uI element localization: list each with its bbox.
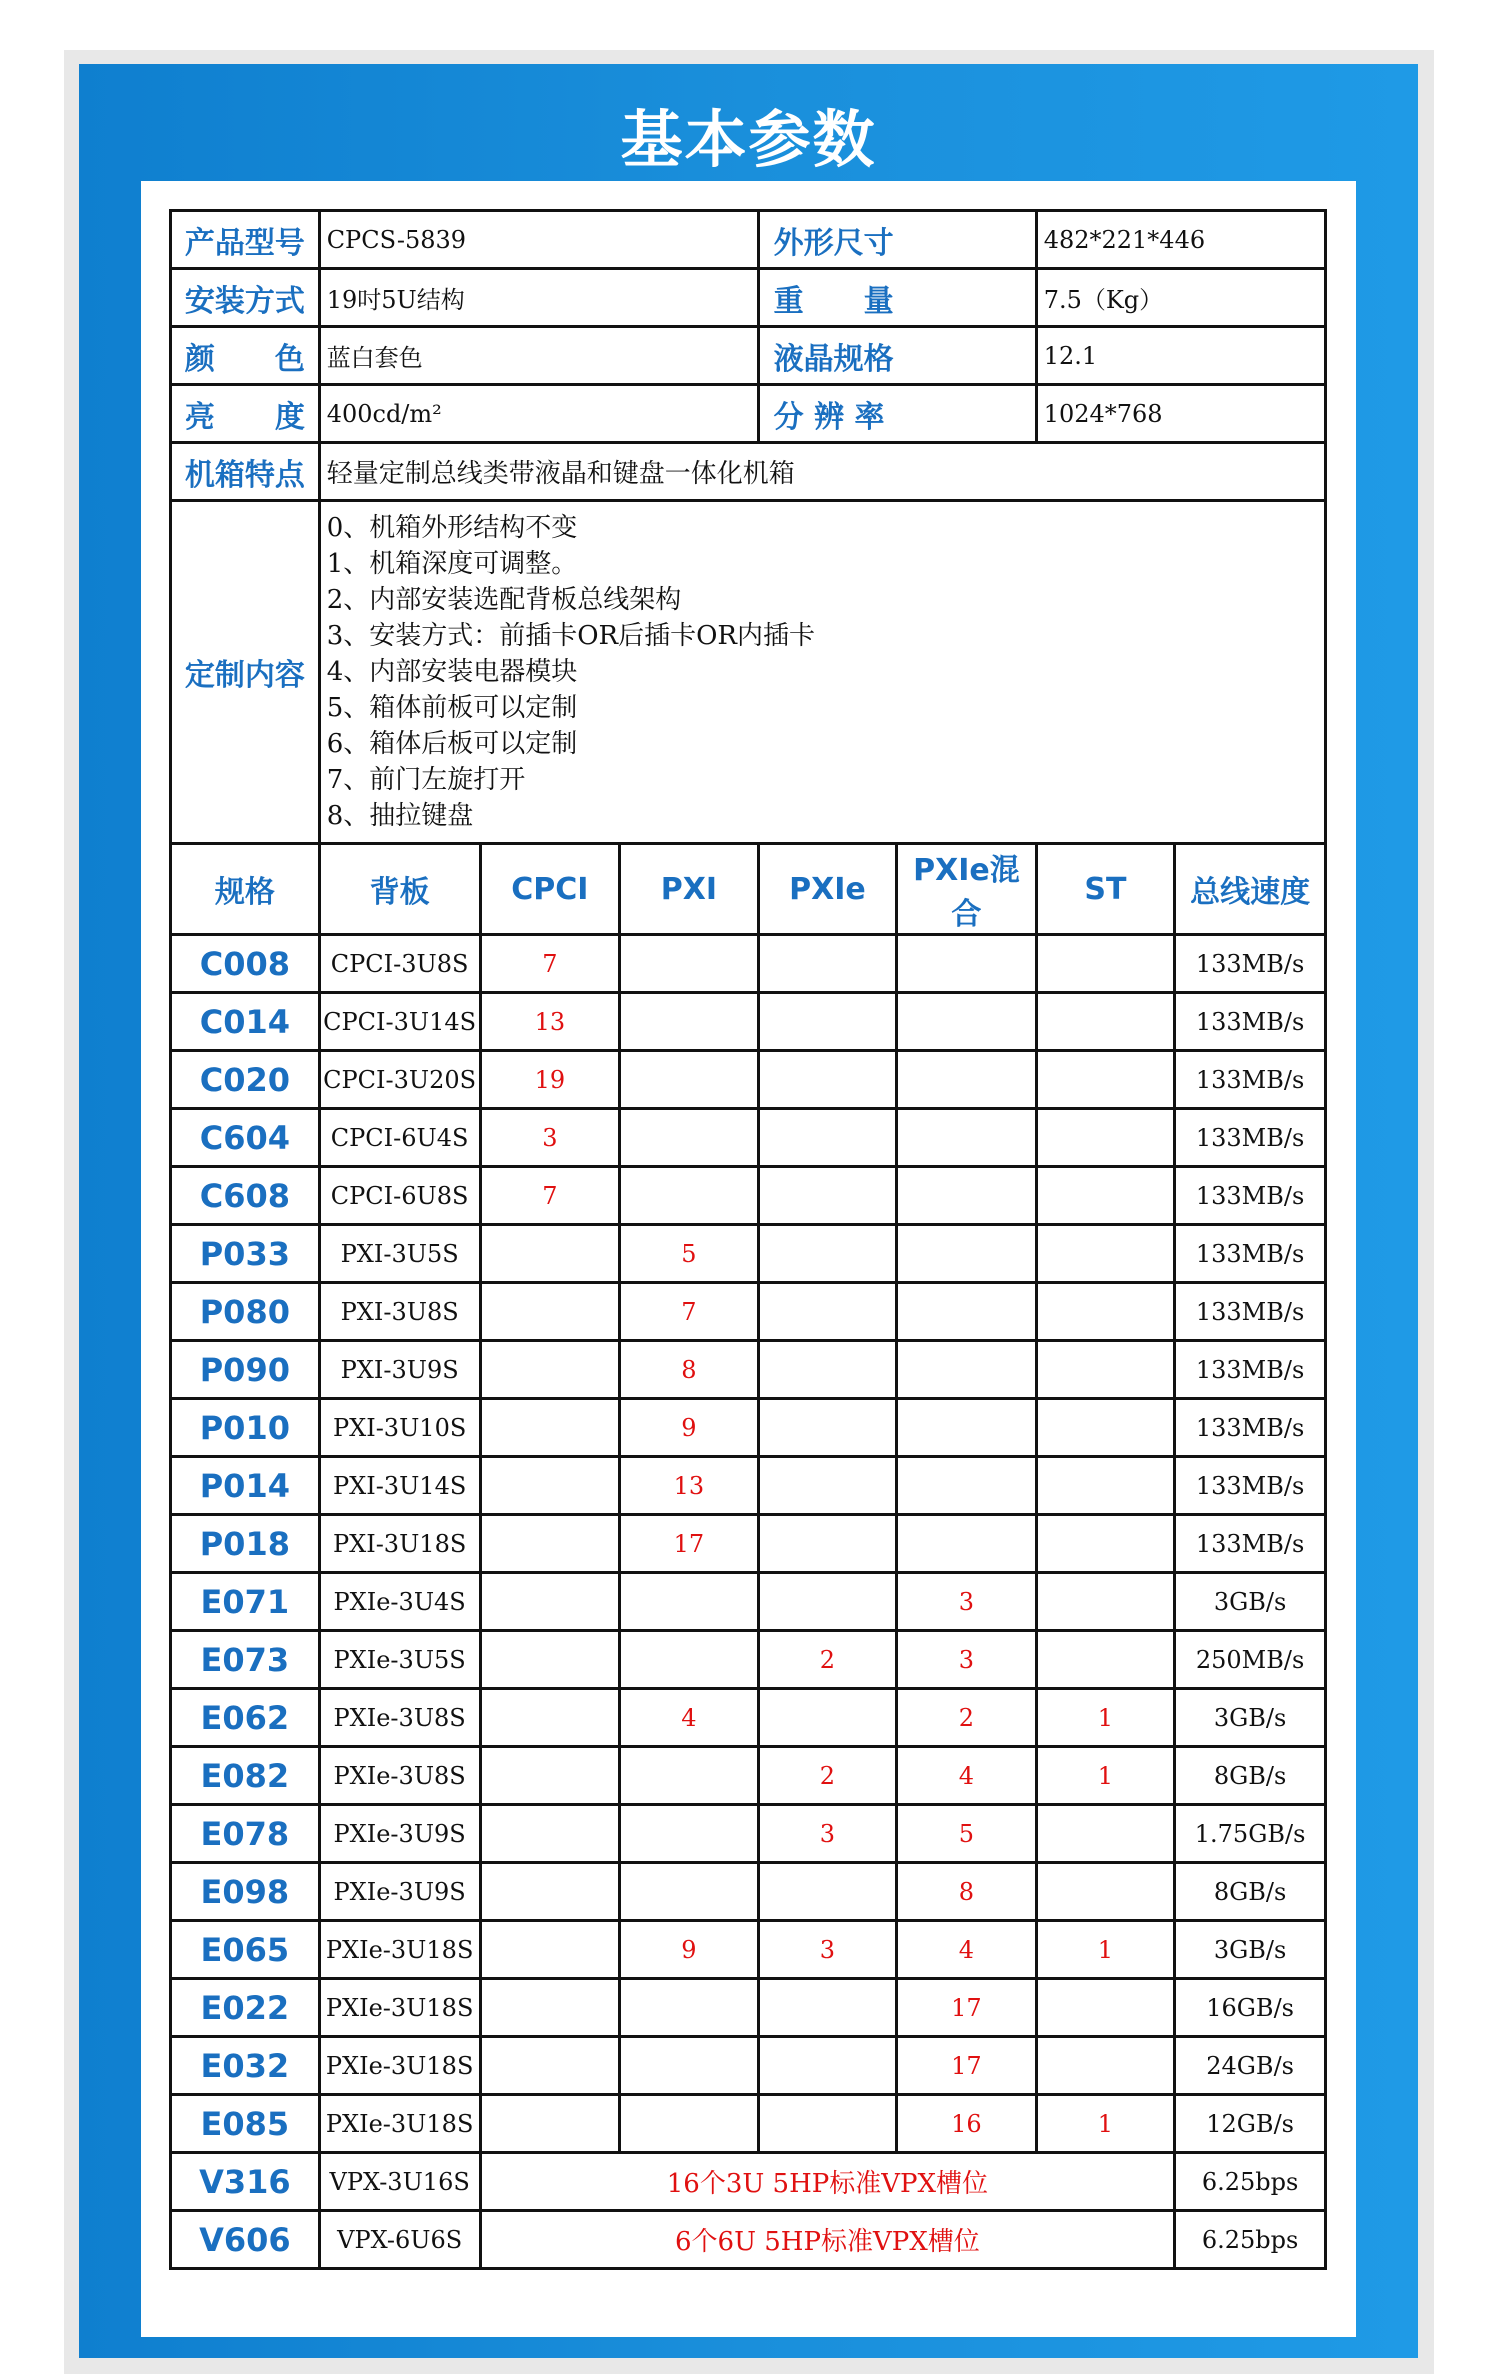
bus-speed: 133MB/s (1175, 1457, 1326, 1515)
backplane: VPX-3U16S (319, 2153, 480, 2211)
header-bus-speed: 总线速度 (1175, 844, 1326, 935)
backplane: PXIe-3U4S (319, 1573, 480, 1631)
spec-code: E082 (171, 1747, 320, 1805)
spec-code: P033 (171, 1225, 320, 1283)
spec-code: E062 (171, 1689, 320, 1747)
bus-speed: 133MB/s (1175, 1225, 1326, 1283)
header-cpci: CPCI (480, 844, 620, 935)
pxie-slots (758, 1863, 897, 1921)
backplane: PXIe-3U8S (319, 1747, 480, 1805)
backplane: PXIe-3U9S (319, 1805, 480, 1863)
pxie-hybrid-slots: 8 (897, 1863, 1037, 1921)
pxi-slots (620, 1109, 759, 1167)
pxi-slots (620, 1573, 759, 1631)
spec-row (171, 1805, 1326, 1863)
spec-code: E065 (171, 1921, 320, 1979)
st-slots (1036, 1515, 1175, 1573)
st-slots (1036, 1051, 1175, 1109)
backplane: PXI-3U9S (319, 1341, 480, 1399)
bus-speed: 6.25bps (1175, 2153, 1326, 2211)
spec-code: V316 (171, 2153, 320, 2211)
spec-row (171, 935, 1326, 993)
spec-row (171, 993, 1326, 1051)
bus-speed: 133MB/s (1175, 1515, 1326, 1573)
cpci-slots (480, 1457, 620, 1515)
st-slots (1036, 1573, 1175, 1631)
spec-code: P014 (171, 1457, 320, 1515)
spec-row-vpx (171, 2153, 1326, 2211)
bus-speed: 3GB/s (1175, 1689, 1326, 1747)
bus-speed: 133MB/s (1175, 1051, 1326, 1109)
pxie-slots (758, 1573, 897, 1631)
st-slots (1036, 1109, 1175, 1167)
spec-code: C014 (171, 993, 320, 1051)
pxie-hybrid-slots (897, 1051, 1037, 1109)
pxie-hybrid-slots: 17 (897, 2037, 1037, 2095)
spec-code: C008 (171, 935, 320, 993)
pxi-slots: 9 (620, 1921, 759, 1979)
pxi-slots (620, 2037, 759, 2095)
pxie-slots (758, 1109, 897, 1167)
spec-row (171, 1341, 1326, 1399)
pxie-slots (758, 1689, 897, 1747)
st-slots (1036, 1457, 1175, 1515)
cpci-slots: 13 (480, 993, 620, 1051)
pxi-slots (620, 1863, 759, 1921)
pxie-slots (758, 993, 897, 1051)
pxi-slots (620, 1051, 759, 1109)
cpci-slots (480, 1573, 620, 1631)
header-spec: 规格 (171, 844, 320, 935)
pxie-hybrid-slots: 4 (897, 1747, 1037, 1805)
pxie-hybrid-slots (897, 1167, 1037, 1225)
cpci-slots (480, 1689, 620, 1747)
spec-row-vpx (171, 2211, 1326, 2269)
pxie-hybrid-slots (897, 1109, 1037, 1167)
pxie-hybrid-slots: 17 (897, 1979, 1037, 2037)
custom-item: 5、箱体前板可以定制 (326, 693, 578, 723)
pxie-slots (758, 1399, 897, 1457)
pxie-slots: 3 (758, 1805, 897, 1863)
bus-speed: 133MB/s (1175, 1283, 1326, 1341)
custom-label: 定制内容 (171, 501, 320, 844)
resolution-label: 分 辨 率 (758, 385, 1036, 443)
header-pxi: PXI (620, 844, 759, 935)
spec-code: C020 (171, 1051, 320, 1109)
cpci-slots: 7 (480, 1167, 620, 1225)
bus-speed: 133MB/s (1175, 1399, 1326, 1457)
feature-label: 机箱特点 (171, 443, 320, 501)
bus-speed: 133MB/s (1175, 1341, 1326, 1399)
st-slots (1036, 935, 1175, 993)
cpci-slots (480, 1399, 620, 1457)
cpci-slots: 7 (480, 935, 620, 993)
backplane: PXI-3U5S (319, 1225, 480, 1283)
weight-label: 重 量 (758, 269, 1036, 327)
st-slots: 1 (1036, 1921, 1175, 1979)
pxie-slots (758, 1167, 897, 1225)
weight-value: 7.5（Kg） (1036, 269, 1325, 327)
custom-item: 7、前门左旋打开 (326, 765, 526, 795)
feature-value: 轻量定制总线类带液晶和键盘一体化机箱 (319, 443, 1325, 501)
pxie-slots (758, 1457, 897, 1515)
bus-speed: 8GB/s (1175, 1747, 1326, 1805)
spec-row (171, 1689, 1326, 1747)
pxie-slots: 2 (758, 1631, 897, 1689)
pxie-hybrid-slots (897, 935, 1037, 993)
spec-code: P090 (171, 1341, 320, 1399)
spec-code: E032 (171, 2037, 320, 2095)
cpci-slots (480, 2037, 620, 2095)
pxie-slots (758, 1051, 897, 1109)
spec-row (171, 1631, 1326, 1689)
pxi-slots: 7 (620, 1283, 759, 1341)
st-slots (1036, 1341, 1175, 1399)
header-backplane: 背板 (319, 844, 480, 935)
cpci-slots (480, 1921, 620, 1979)
backplane: PXIe-3U9S (319, 1863, 480, 1921)
pxie-slots (758, 1341, 897, 1399)
bus-speed: 133MB/s (1175, 1109, 1326, 1167)
cpci-slots (480, 2095, 620, 2153)
pxie-hybrid-slots: 4 (897, 1921, 1037, 1979)
spec-row (171, 1921, 1326, 1979)
spec-row (171, 1979, 1326, 2037)
backplane: PXI-3U10S (319, 1399, 480, 1457)
backplane: CPCI-3U20S (319, 1051, 480, 1109)
pxi-slots (620, 1167, 759, 1225)
pxie-slots (758, 2095, 897, 2153)
spec-row (171, 1225, 1326, 1283)
install-value: 19吋5U结构 (319, 269, 758, 327)
st-slots (1036, 1631, 1175, 1689)
pxie-slots (758, 935, 897, 993)
pxi-slots: 17 (620, 1515, 759, 1573)
spec-row (171, 2095, 1326, 2153)
bus-speed: 24GB/s (1175, 2037, 1326, 2095)
spec-row (171, 2037, 1326, 2095)
bus-speed: 3GB/s (1175, 1573, 1326, 1631)
bus-speed: 133MB/s (1175, 935, 1326, 993)
st-slots: 1 (1036, 1689, 1175, 1747)
st-slots (1036, 1979, 1175, 2037)
pxie-slots (758, 1979, 897, 2037)
spec-code: P080 (171, 1283, 320, 1341)
spec-row (171, 1573, 1326, 1631)
backplane: PXIe-3U8S (319, 1689, 480, 1747)
bus-speed: 250MB/s (1175, 1631, 1326, 1689)
backplane: CPCI-3U8S (319, 935, 480, 993)
vpx-slot-note: 6个6U 5HP标准VPX槽位 (480, 2211, 1175, 2269)
pxie-hybrid-slots: 16 (897, 2095, 1037, 2153)
blue-panel (79, 64, 1418, 2358)
custom-item: 6、箱体后板可以定制 (326, 729, 578, 759)
parameter-table (169, 209, 1327, 2270)
custom-item: 2、内部安装选配背板总线架构 (326, 585, 682, 615)
pxie-hybrid-slots (897, 1399, 1037, 1457)
pxie-hybrid-slots (897, 1457, 1037, 1515)
custom-item: 8、抽拉键盘 (326, 801, 474, 831)
pxi-slots (620, 993, 759, 1051)
pxie-hybrid-slots (897, 1283, 1037, 1341)
spec-code: P010 (171, 1399, 320, 1457)
custom-item: 1、机箱深度可调整。 (326, 549, 578, 579)
pxi-slots (620, 1631, 759, 1689)
bus-speed: 133MB/s (1175, 1167, 1326, 1225)
info-row-model (171, 211, 1326, 269)
lcd-value: 12.1 (1036, 327, 1325, 385)
brightness-value: 400cd/m² (319, 385, 758, 443)
pxie-slots (758, 1225, 897, 1283)
cpci-slots (480, 1515, 620, 1573)
info-row-color (171, 327, 1326, 385)
backplane: PXI-3U18S (319, 1515, 480, 1573)
model-value: CPCS-5839 (319, 211, 758, 269)
pxie-slots: 2 (758, 1747, 897, 1805)
backplane: PXIe-3U18S (319, 2037, 480, 2095)
header-pxie-hybrid: PXIe混合 (897, 844, 1037, 935)
pxie-hybrid-slots (897, 1341, 1037, 1399)
spec-row (171, 1283, 1326, 1341)
bus-speed: 6.25bps (1175, 2211, 1326, 2269)
pxie-slots: 3 (758, 1921, 897, 1979)
spec-row (171, 1167, 1326, 1225)
model-label: 产品型号 (171, 211, 320, 269)
cpci-slots (480, 1631, 620, 1689)
color-label: 颜 色 (171, 327, 320, 385)
pxie-slots (758, 1515, 897, 1573)
st-slots: 1 (1036, 2095, 1175, 2153)
spec-code: C604 (171, 1109, 320, 1167)
pxi-slots: 13 (620, 1457, 759, 1515)
spec-row (171, 1399, 1326, 1457)
spec-code: E098 (171, 1863, 320, 1921)
spec-code: E073 (171, 1631, 320, 1689)
backplane: PXIe-3U5S (319, 1631, 480, 1689)
st-slots (1036, 2037, 1175, 2095)
custom-item: 0、机箱外形结构不变 (326, 513, 578, 543)
spec-code: E085 (171, 2095, 320, 2153)
st-slots (1036, 1167, 1175, 1225)
resolution-value: 1024*768 (1036, 385, 1325, 443)
st-slots (1036, 1399, 1175, 1457)
st-slots (1036, 1225, 1175, 1283)
cpci-slots: 19 (480, 1051, 620, 1109)
st-slots (1036, 993, 1175, 1051)
spec-code: E022 (171, 1979, 320, 2037)
backplane: PXIe-3U18S (319, 2095, 480, 2153)
backplane: PXIe-3U18S (319, 1979, 480, 2037)
cpci-slots (480, 1863, 620, 1921)
cpci-slots (480, 1979, 620, 2037)
spec-card (141, 181, 1356, 2337)
size-value: 482*221*446 (1036, 211, 1325, 269)
st-slots (1036, 1283, 1175, 1341)
custom-item: 4、内部安装电器模块 (326, 657, 578, 687)
header-st: ST (1036, 844, 1175, 935)
pxie-hybrid-slots: 3 (897, 1573, 1037, 1631)
info-row-brightness (171, 385, 1326, 443)
spec-row (171, 1109, 1326, 1167)
custom-item: 3、安装方式：前插卡OR后插卡OR内插卡 (326, 621, 816, 651)
vpx-slot-note: 16个3U 5HP标准VPX槽位 (480, 2153, 1175, 2211)
spec-code: C608 (171, 1167, 320, 1225)
bus-speed: 16GB/s (1175, 1979, 1326, 2037)
header-pxie: PXIe (758, 844, 897, 935)
bus-speed: 3GB/s (1175, 1921, 1326, 1979)
info-row-install (171, 269, 1326, 327)
bus-speed: 1.75GB/s (1175, 1805, 1326, 1863)
spec-row (171, 1515, 1326, 1573)
pxie-slots (758, 1283, 897, 1341)
spec-row (171, 1051, 1326, 1109)
cpci-slots: 3 (480, 1109, 620, 1167)
spec-row (171, 1747, 1326, 1805)
pxie-hybrid-slots: 2 (897, 1689, 1037, 1747)
install-label: 安装方式 (171, 269, 320, 327)
bus-speed: 133MB/s (1175, 993, 1326, 1051)
info-row-feature (171, 443, 1326, 501)
cpci-slots (480, 1225, 620, 1283)
pxi-slots: 4 (620, 1689, 759, 1747)
pxi-slots: 8 (620, 1341, 759, 1399)
pxi-slots (620, 1747, 759, 1805)
pxie-hybrid-slots (897, 993, 1037, 1051)
bus-speed: 12GB/s (1175, 2095, 1326, 2153)
spec-row (171, 1863, 1326, 1921)
spec-code: P018 (171, 1515, 320, 1573)
backplane: CPCI-3U14S (319, 993, 480, 1051)
pxi-slots (620, 1979, 759, 2037)
cpci-slots (480, 1283, 620, 1341)
cpci-slots (480, 1341, 620, 1399)
color-value: 蓝白套色 (319, 327, 758, 385)
backplane: CPCI-6U8S (319, 1167, 480, 1225)
st-slots (1036, 1805, 1175, 1863)
cpci-slots (480, 1805, 620, 1863)
spec-code: V606 (171, 2211, 320, 2269)
spec-header-row (171, 844, 1326, 935)
bus-speed: 8GB/s (1175, 1863, 1326, 1921)
backplane: PXI-3U8S (319, 1283, 480, 1341)
lcd-label: 液晶规格 (758, 327, 1036, 385)
brightness-label: 亮 度 (171, 385, 320, 443)
st-slots: 1 (1036, 1747, 1175, 1805)
pxie-hybrid-slots (897, 1225, 1037, 1283)
st-slots (1036, 1863, 1175, 1921)
pxi-slots: 9 (620, 1399, 759, 1457)
spec-row (171, 1457, 1326, 1515)
pxi-slots (620, 1805, 759, 1863)
pxi-slots (620, 935, 759, 993)
pxie-hybrid-slots (897, 1515, 1037, 1573)
pxie-hybrid-slots: 3 (897, 1631, 1037, 1689)
cpci-slots (480, 1747, 620, 1805)
backplane: PXIe-3U18S (319, 1921, 480, 1979)
size-label: 外形尺寸 (758, 211, 1036, 269)
spec-code: E071 (171, 1573, 320, 1631)
pxi-slots (620, 2095, 759, 2153)
custom-list (319, 501, 1325, 844)
spec-code: E078 (171, 1805, 320, 1863)
info-row-custom (171, 501, 1326, 844)
pxie-hybrid-slots: 5 (897, 1805, 1037, 1863)
page-title: 基本参数 (620, 103, 877, 176)
pxi-slots: 5 (620, 1225, 759, 1283)
backplane: CPCI-6U4S (319, 1109, 480, 1167)
pxie-slots (758, 2037, 897, 2095)
backplane: VPX-6U6S (319, 2211, 480, 2269)
backplane: PXI-3U14S (319, 1457, 480, 1515)
